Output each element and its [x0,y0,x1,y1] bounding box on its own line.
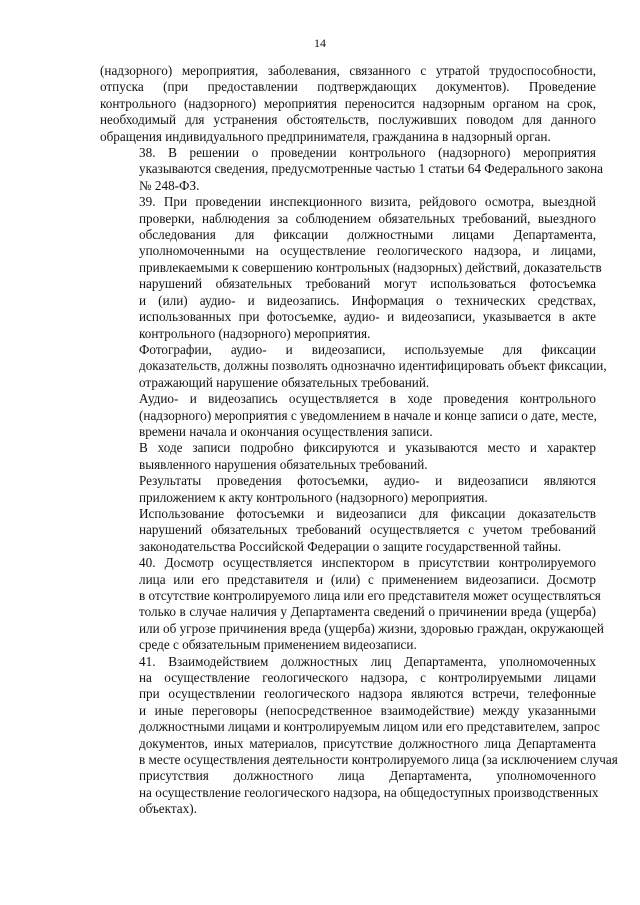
text-line: лица или его представителя и (или) с применением видеозаписи. Досмотр [139,571,596,587]
text-line: Результаты проведения фотосъемки, аудио- и видеозаписи являются [139,473,596,489]
text-line: отпуска (при предоставлении подтверждающих документов). Проведение [100,79,596,95]
text-line: указываются сведения, предусмотренные частью 1 статьи 64 Федерального закона [139,161,604,177]
text-line: должностными лицами и контролируемым лицом или его представителем, запрос [139,719,600,735]
document-body [100,63,618,818]
text-line: 40. Досмотр осуществляется инспектором в присутствии контролируемого [139,555,596,571]
text-line: приложением к акту контрольного (надзорного) мероприятия. [139,489,488,505]
text-line: в отсутствие контролируемого лица или его представителя может осуществляться [139,588,601,603]
text-line: документов, иных материалов, присутствие должностного лица Департамента [139,735,596,751]
paragraph [100,473,596,506]
text-line: необходимый для устранения обстоятельств, послуживших поводом для данного [100,112,596,128]
paragraph [100,391,596,440]
text-line: Фотографии, аудио- и видеозаписи, используемые для фиксации [139,341,596,357]
text-line: нарушений обязательных требований могут использоваться фотосъемка [139,276,596,292]
text-line: обследования для фиксации должностными лицами Департамента, [139,227,596,243]
text-line: среде с обязательным применением видеозаписи. [139,637,417,653]
text-line: (надзорного) мероприятия, заболевания, связанного с утратой трудоспособности, [100,63,596,78]
text-line: 39. При проведении инспекционного визита, рейдового осмотра, выездной [139,194,596,210]
text-line: контрольного (надзорного) мероприятия. [139,325,371,341]
text-line: на осуществление геологического надзора, на общедоступных производственных [139,784,599,800]
text-line: отражающий нарушение обязательных требований. [139,374,430,390]
text-line: привлекаемыми к совершению контрольных (надзорных) действий, доказательств [139,259,602,275]
page-number: 14 [314,36,326,50]
text-line: уполномоченными на осуществление геологического надзора, и лицами, [139,243,596,259]
text-line: доказательств, должны позволять однозначно идентифицировать объект фиксации, [139,358,607,374]
paragraph [100,653,618,818]
text-line: выявленного нарушения обязательных требований. [139,456,428,472]
text-line: только в случае наличия у Департамента сведений о причинении вреда (ущерба) [139,604,596,620]
text-line: или об угрозе причинения вреда (ущерба) жизни, здоровью граждан, окружающей [139,620,604,636]
text-line: контрольного (надзорного) мероприятия переносится надзорным органом на срок, [100,95,596,111]
text-line: Использование фотосъемки и видеозаписи для фиксации доказательств [139,505,596,521]
paragraph [100,145,604,194]
paragraph [100,63,596,145]
text-line: № 248-ФЗ. [139,177,200,193]
text-line: в месте осуществления деятельности контролируемого лица (за исключением случая [139,752,618,768]
paragraph [100,341,607,391]
text-line: (надзорного) мероприятия с уведомлением в начале и конце записи о дате, месте, [139,407,597,423]
text-line: проверки, наблюдения за соблюдением обязательных требований, выездного [139,210,596,226]
text-line: Аудио- и видеозапись осуществляется в ходе проведения контрольного [139,391,596,407]
text-line: на осуществление геологического надзора, с контролируемыми лицами [139,670,596,686]
paragraph [100,194,602,342]
text-line: нарушений обязательных требований осуществляется с учетом требований [139,522,596,538]
text-line: В ходе записи подробно фиксируются и указываются место и характер [139,440,596,456]
text-line: при осуществлении геологического надзора являются встречи, телефонные [139,686,596,702]
text-line: использованных при фотосъемке, аудио- и видеозаписи, указывается в акте [139,309,596,325]
text-line: 38. В решении о проведении контрольного (надзорного) мероприятия [139,145,596,161]
text-line: присутствия должностного лица Департамента, уполномоченного [139,768,596,784]
paragraph [100,440,596,473]
paragraph [100,506,596,555]
text-line: времени начала и окончания осуществления записи. [139,423,433,439]
paragraph [100,555,604,653]
text-line: законодательства Российской Федерации о защите государственной тайны. [139,538,562,554]
text-line: и (или) аудио- и видеозапись. Информация о технических средствах, [139,292,596,308]
text-line: объектах). [139,801,197,817]
text-line: и иные переговоры (непосредственное взаимодействие) между указанными [139,702,596,718]
text-line: 41. Взаимодействием должностных лиц Департамента, уполномоченных [139,653,596,669]
text-line: обращения индивидуального предпринимателя, гражданина в надзорный орган. [100,128,551,144]
